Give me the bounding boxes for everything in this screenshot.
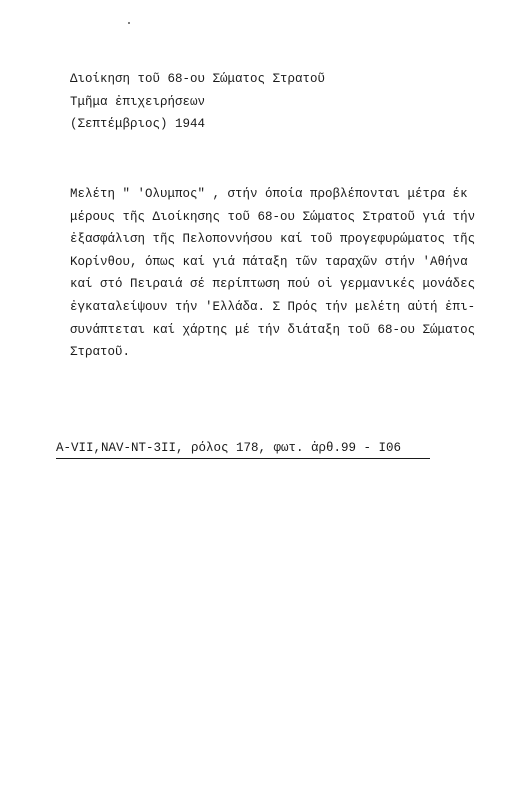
header-date-line: (Σεπτέμβριος) 1944 — [70, 117, 206, 131]
header-command-line: Διοίκηση τοῦ 68-ου Σώματος Στρατοῦ — [70, 72, 326, 86]
header-department-line: Τμῆμα ἐπιχειρήσεων — [70, 94, 206, 109]
body-line: Κορίνθου, όπως καί γιά πάταξη τῶν ταραχῶν στήν 'Αθήνα — [70, 254, 468, 269]
scan-speck — [128, 22, 130, 24]
body-line: συνάπτεται καί χάρτης μέ τήν διάταξη τοῦ 68-ου Σώματος — [70, 322, 476, 337]
body-line: ἐγκαταλείψουν τήν 'Ελλάδα. Σ Πρός τήν μελέτη αὐτή ἐπι- — [70, 299, 476, 314]
body-line: καί στό Πειραιά σέ περίπτωση πού οἱ γερμανικές μονάδες — [70, 277, 476, 292]
body-line: μέρους τῆς Διοίκησης τοῦ 68-ου Σώματος Στρατοῦ γιά τήν — [70, 209, 476, 224]
archive-reference: A-VII,NAV-NT-3II, ρόλος 178, φωτ. ἀρθ.99 - I06 — [56, 440, 430, 459]
body-line: Μελέτη " 'Ολυμπος" , στήν όποία προβλέπονται μέτρα έκ — [70, 187, 468, 201]
body-line: ἐξασφάλιση τῆς Πελοποννήσου καί τοῦ προγεφυρώματος τῆς — [70, 232, 476, 247]
document-header — [70, 68, 490, 136]
body-line: Στρατοῦ. — [70, 345, 131, 360]
document-body — [70, 183, 476, 364]
